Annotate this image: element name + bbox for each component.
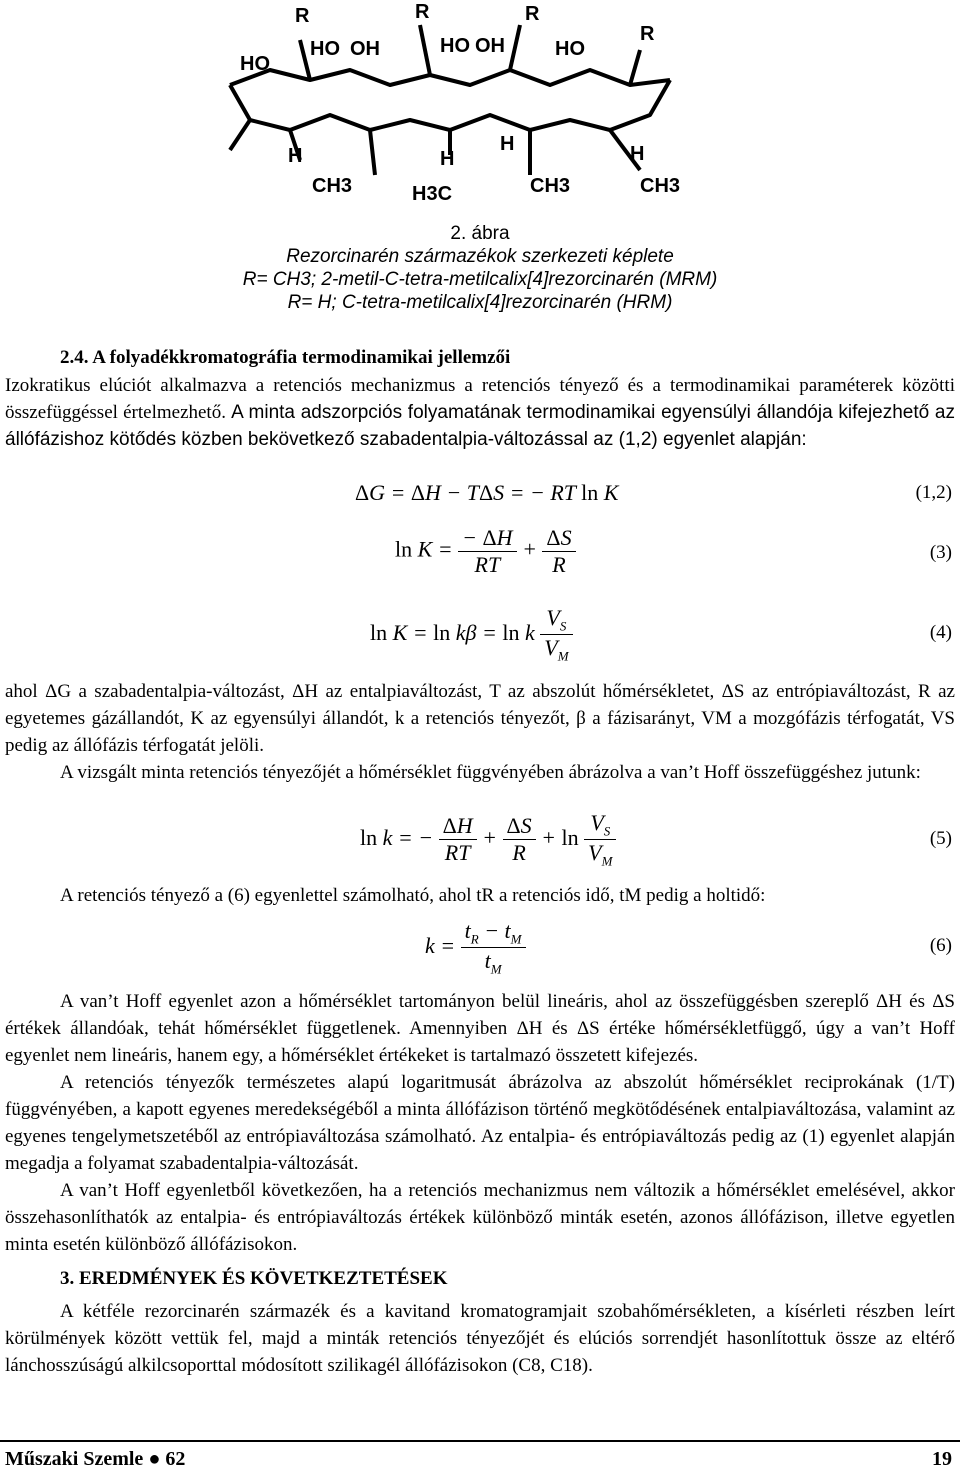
intro-text-2: A minta adszorpciós folyamatának termodinamikai egyensúlyi állandója kifejezhető az állófázishoz kötődés közben bekövetkező szabadentalpia-változással az (1,2) egyenlet alapján: bbox=[5, 402, 955, 450]
k-intro-text: A retenciós tényező a (6) egyenlettel számolható, ahol tR a retenciós idő, tM pedig a holtidő: bbox=[60, 885, 766, 906]
figure-caption-number: 2. ábra bbox=[450, 223, 510, 244]
label-h: H bbox=[500, 133, 515, 155]
linearity-paragraph: A van’t Hoff egyenlet azon a hőmérséklet tartományon belül lineáris, ahol az összefüggésben szereplő ΔH és ΔS értékek állandóak, tehát hőmérséklet függetlenek. Amennyiben ΔH és ΔS értéke hőmérsékletfüggő, úgy a van’t Hoff egyenlet nem lineáris, hanem egy, a hőmérséklet értékeket is tartalmazó összetett kifejezés. bbox=[5, 991, 955, 1066]
equation-number: (1,2) bbox=[915, 482, 952, 503]
figure-caption-line3: R= H; C-tetra-metilcalix[4]rezorcinarén (HRM) bbox=[287, 292, 673, 313]
equation-number: (6) bbox=[929, 935, 952, 956]
intro-text-1: Izokratikus elúciót alkalmazva a retenciós mechanizmus a retenciós tényező és a termodinamikai paraméterek közötti összefüggéssel értelmezhető. bbox=[5, 375, 955, 423]
definitions-paragraph bbox=[5, 678, 955, 786]
journal-name: Műszaki Szemle bbox=[5, 1448, 144, 1470]
label-ch3: CH3 bbox=[640, 175, 681, 197]
label-ho: HO bbox=[310, 38, 340, 60]
ring-lower bbox=[230, 80, 670, 130]
equation-number: (4) bbox=[929, 622, 952, 643]
comparison-paragraph: A van’t Hoff egyenletből következően, ha a retenciós mechanizmus nem változik a hőmérséklet emelésével, akkor összehasonlíthatók az entalpia- és entrópiaváltozás értékek különböző minták esetén, azonos állófázison, illetve egyetlen minta esetén különböző állófázisokon. bbox=[5, 1180, 955, 1255]
rezorcinaren-structure-figure bbox=[200, 0, 720, 210]
label-h: H bbox=[288, 145, 303, 167]
label-ch3: CH3 bbox=[312, 175, 353, 197]
label-ch3: CH3 bbox=[530, 175, 571, 197]
label-r: R bbox=[525, 3, 540, 25]
label-r: R bbox=[640, 23, 655, 45]
issue-number: 62 bbox=[165, 1448, 186, 1470]
results-paragraph bbox=[5, 1298, 955, 1379]
logarithm-paragraph: A retenciós tényezők természetes alapú logaritmusát ábrázolva az abszolút hőmérséklet reciprokának (1/T) függvényében, a kapott egyenes meredekségéből a minta állófázison történő megkötődésének entalpiaváltozása, valamint az egyenes tengelymetszetéből az entrópiaváltozása számolható. Az entalpia- és entrópiaváltozás pedig az (1) egyenlet alapján megadja a folyamat szabadentalpia-változását. bbox=[5, 1072, 955, 1174]
label-ho: HO bbox=[440, 35, 470, 57]
equation-5: ln k = − $\frac{\Delta H}{RT}$ + $\frac{\Delta S}{R}$ + ln $\frac{V_S}{V_M}$ bbox=[360, 810, 616, 870]
results-text: A kétféle rezorcinarén származék és a kavitand kromatogramjait szobahőmérsékleten, a kísérleti részben leírt körülmények között vettük fel, majd a minták retenciós tényezőjét és elúciós sorrendjét hasonlítottuk össze az eltérő lánchosszúságú alkilcsoporttal módosított szilikagél állófázisokon (C8, C18). bbox=[5, 1301, 955, 1376]
equation-4: ln K = ln kβ = ln k $\frac{V_S}{V_M}$ bbox=[370, 605, 573, 665]
section-heading-3: 3. EREDMÉNYEK ÉS KÖVETKEZTETÉSEK bbox=[60, 1268, 448, 1289]
figure-caption-line2: R= CH3; 2-metil-C-tetra-metilcalix[4]rezorcinarén (MRM) bbox=[242, 269, 718, 290]
label-oh: OH bbox=[475, 35, 505, 57]
label-h: H bbox=[440, 148, 455, 170]
vanthoff-intro-text: A vizsgált minta retenciós tényezőjét a hőmérséklet függvényében ábrázolva a van’t Hoff összefüggéshez jutunk: bbox=[60, 762, 921, 783]
equation-1-2: ΔG = ΔH − TΔS = − RT ln K bbox=[355, 480, 619, 505]
page-number: 19 bbox=[932, 1448, 952, 1470]
equation-number: (5) bbox=[929, 828, 952, 849]
equation-number: (3) bbox=[929, 542, 952, 563]
label-r: R bbox=[415, 1, 430, 23]
intro-paragraph bbox=[5, 372, 955, 453]
k-intro-paragraph bbox=[5, 882, 955, 909]
equation-6: k = $\frac{t_R - t_M}{t_M}$ bbox=[425, 918, 526, 978]
footer-divider bbox=[0, 1440, 960, 1442]
section-heading-2-4: 2.4. A folyadékkromatográfia termodinamikai jellemzői bbox=[60, 347, 511, 368]
label-ho: HO bbox=[240, 53, 270, 75]
definitions-text: ahol ΔG a szabadentalpia-változást, ΔH az entalpiaváltozást, T az abszolút hőmérsékletet, ΔS az entrópiaváltozást, R az egyetemes gázállandót, K az egyensúlyi állandót, k a retenciós tényezőt, β a fázisarányt, VM a mozgófázis térfogatát, VS pedig az állófázis térfogatát jelöli. bbox=[5, 681, 955, 756]
label-oh: OH bbox=[350, 38, 380, 60]
discussion-paragraphs bbox=[5, 988, 955, 1258]
equation-3: ln K = $\frac{- \Delta H}{RT}$ + $\frac{\Delta S}{R}$ bbox=[395, 525, 576, 578]
label-h: H bbox=[630, 143, 645, 165]
bullet-icon: ● bbox=[148, 1448, 161, 1470]
label-ho: HO bbox=[555, 38, 585, 60]
ring-outline bbox=[230, 70, 670, 85]
label-r: R bbox=[295, 5, 310, 27]
label-h3c: H3C bbox=[412, 183, 453, 205]
figure-caption-title: Rezorcinarén származékok szerkezeti képlete bbox=[286, 246, 674, 267]
footer-journal bbox=[5, 1448, 185, 1471]
